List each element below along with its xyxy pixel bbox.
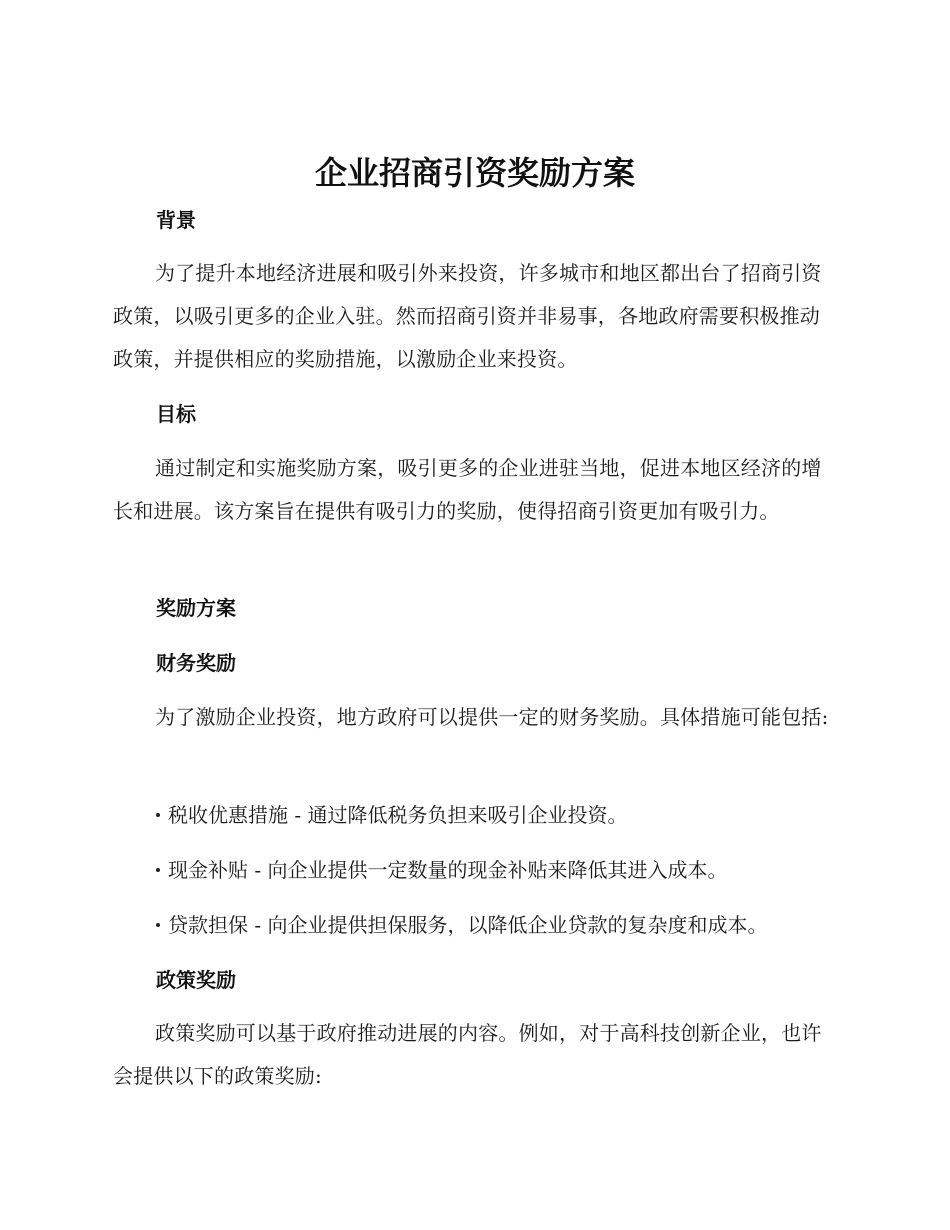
list-item-text: 现金补贴 - 向企业提供一定数量的现金补贴来降低其进入成本。 <box>168 858 728 882</box>
paragraph-financial: 为了激励企业投资，地方政府可以提供一定的财务奖励。具体措施可能包括: <box>155 705 829 729</box>
section-heading-background: 背景 <box>156 208 196 232</box>
paragraph-policy: 政策奖励可以基于政府推动进展的内容。例如，对于高科技创新企业，也许会提供以下的政策奖励: <box>113 1021 822 1088</box>
bullet-icon <box>156 813 160 817</box>
section-heading-goal: 目标 <box>156 402 196 426</box>
section-heading-plan: 奖励方案 <box>156 596 236 620</box>
document-title: 企业招商引资奖励方案 <box>314 154 635 192</box>
list-item <box>156 855 836 885</box>
list-item <box>156 910 836 940</box>
section-heading-financial: 财务奖励 <box>156 651 236 675</box>
list-item-text: 贷款担保 - 向企业提供担保服务，以降低企业贷款的复杂度和成本。 <box>168 913 768 937</box>
section-heading-policy: 政策奖励 <box>156 968 236 992</box>
paragraph-background: 为了提升本地经济进展和吸引外来投资，许多城市和地区都出台了招商引资政策，以吸引更多的企业入驻。然而招商引资并非易事，各地政府需要积极推动政策，并提供相应的奖励措施，以激励企业来投资。 <box>113 261 822 371</box>
list-item <box>156 800 836 830</box>
bullet-icon <box>156 923 160 927</box>
bullet-icon <box>156 868 160 872</box>
paragraph-goal: 通过制定和实施奖励方案，吸引更多的企业进驻当地，促进本地区经济的增长和进展。该方案旨在提供有吸引力的奖励，使得招商引资更加有吸引力。 <box>113 456 822 523</box>
list-item-text: 税收优惠措施 - 通过降低税务负担来吸引企业投资。 <box>168 803 628 827</box>
